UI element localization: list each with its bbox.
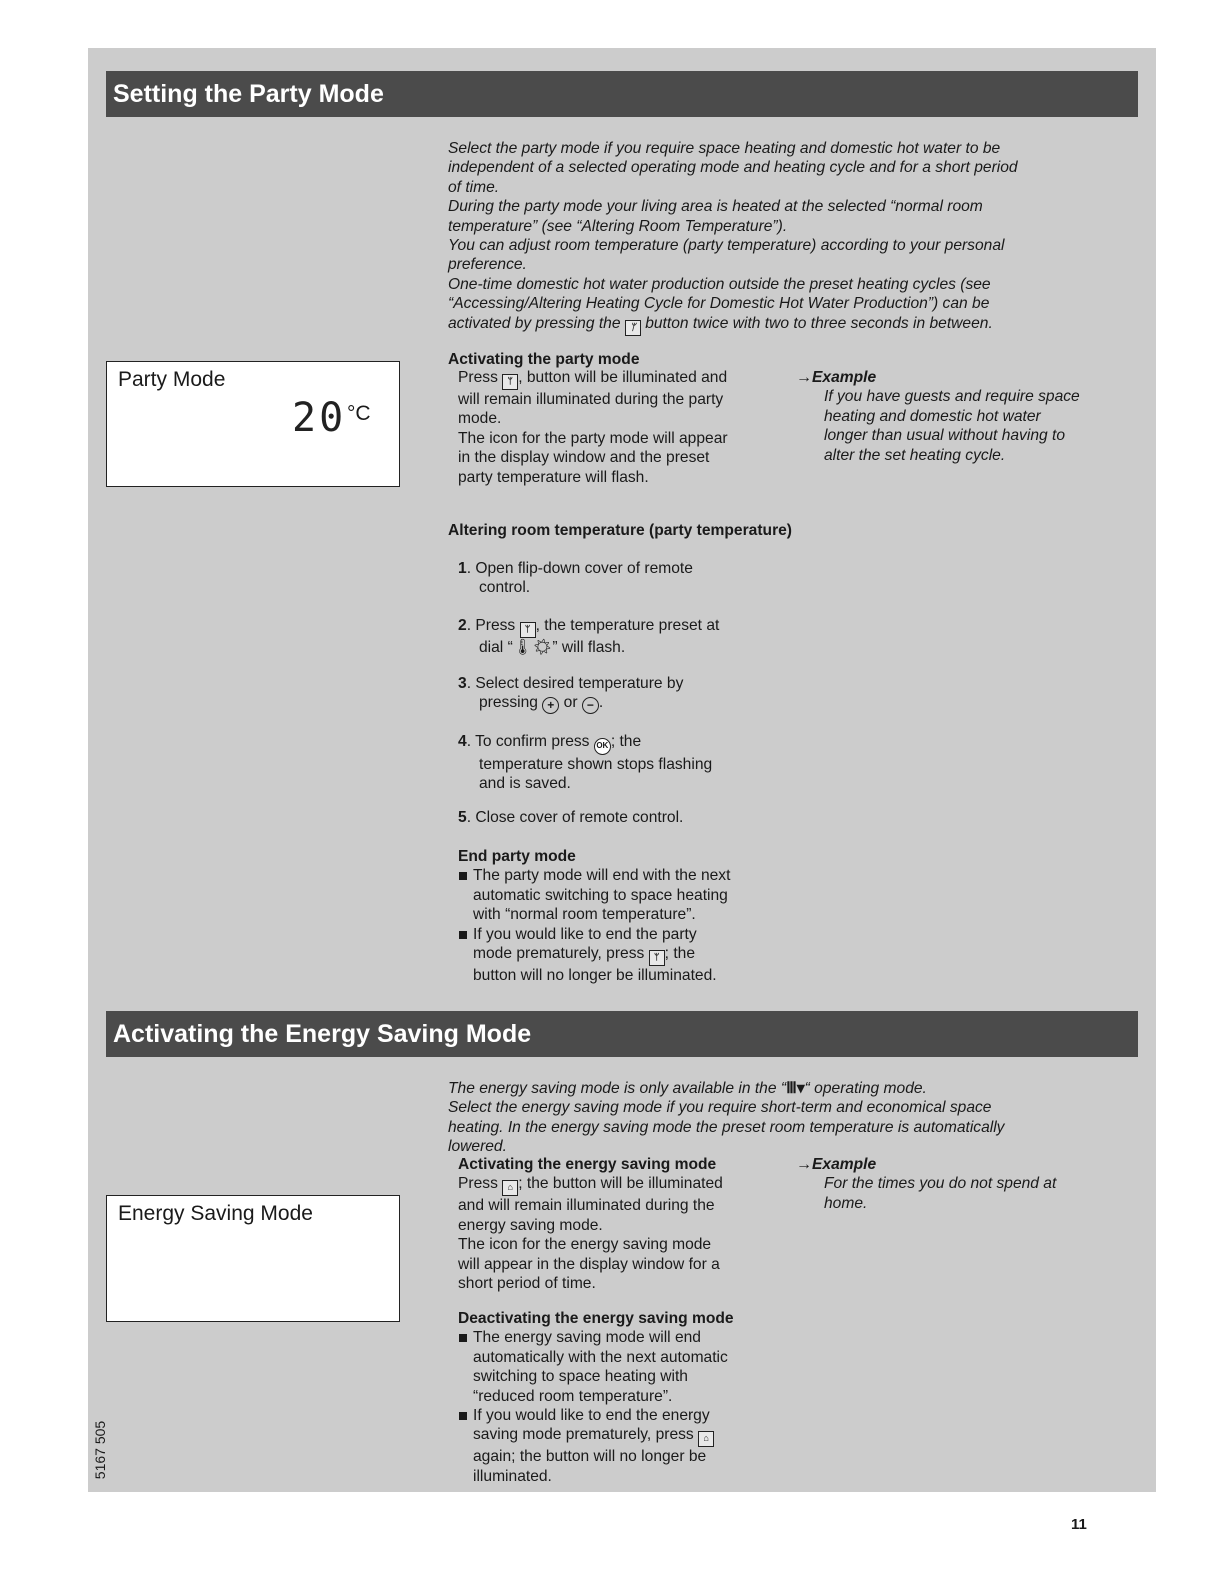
intro-line: “Accessing/Altering Heating Cycle for Domestic Hot Water Production”) can be xyxy=(448,295,990,313)
energy-saving-display xyxy=(106,1195,400,1322)
step-3: 3. Select desired temperature by pressing + or − . xyxy=(458,675,684,713)
document-code: 5167 505 xyxy=(92,1420,108,1480)
display-temperature: 20 xyxy=(292,395,347,441)
list-item: If you would like to end the party mode prematurely, press ᛘ ; the button will no longer be illuminated. xyxy=(458,925,798,986)
arrow-right-icon: → xyxy=(796,1156,812,1173)
party-example: →Example If you have guests and require space heating and domestic hot water longer than usual without having to alter the set heating cycle. xyxy=(796,369,1080,464)
altering-temp-heading: Altering room temperature (party temperature) xyxy=(448,522,792,539)
party-glasses-icon: ᛘ xyxy=(520,622,536,638)
activating-party-heading: Activating the party mode xyxy=(448,351,640,368)
step-1: 1. Open flip-down cover of remote control. xyxy=(458,560,693,597)
intro-line: You can adjust room temperature (party temperature) according to your personal xyxy=(448,237,1005,255)
plus-icon: + xyxy=(542,697,559,714)
step-4: 4. To confirm press OK ; the temperature shown stops flashing and is saved. xyxy=(458,733,713,793)
page-number: 11 xyxy=(1071,1516,1087,1533)
intro-line: preference. xyxy=(448,256,527,274)
display-temp-unit: °C xyxy=(347,402,371,425)
list-item: If you would like to end the energy saving mode prematurely, press ⌂ again; the button will no longer be illuminated. xyxy=(458,1406,798,1486)
display-title: Energy Saving Mode xyxy=(118,1202,313,1225)
ok-icon: OK xyxy=(594,738,611,755)
arrow-right-icon: → xyxy=(796,369,812,386)
minus-icon: − xyxy=(582,697,599,714)
section-heading-party-mode: Setting the Party Mode xyxy=(106,71,1138,117)
intro-line: of time. xyxy=(448,178,500,196)
step-2: 2. Press ᛘ , the temperature preset at dial “🌡☀” will flash. xyxy=(458,617,720,656)
party-glasses-icon: ᛘ xyxy=(502,374,518,390)
party-glasses-icon: ᛘ xyxy=(649,950,665,966)
intro-line: One-time domestic hot water production outside the preset heating cycles (see xyxy=(448,275,991,293)
activating-party-body: Press ᛘ , button will be illuminated and will remain illuminated during the party mode. The icon for the party mode will appear in the display window and the preset party temperature will flash. xyxy=(458,369,728,486)
energy-saving-icon: ⌂ xyxy=(502,1180,518,1196)
deactivating-energy: Deactivating the energy saving mode The energy saving mode will end automatically with the next automatic switching to space heating with “reduced room temperature”. If you would like to end the energy saving mode prematurely, press ⌂ again; the button will no longer be illuminated. xyxy=(458,1309,798,1486)
radiator-tap-icon: Ⅲ▾ xyxy=(786,1080,805,1097)
party-glasses-icon: ᛘ xyxy=(625,320,641,336)
intro-line: temperature” (see “Altering Room Temperature”). xyxy=(448,217,788,235)
intro-line: During the party mode your living area is heated at the selected “normal room xyxy=(448,198,983,216)
party-mode-display xyxy=(106,361,400,487)
step-5: 5. Close cover of remote control. xyxy=(458,809,684,826)
activating-energy-body: Activating the energy saving mode Press ⌂ ; the button will be illuminated and will remain illuminated during the energy saving mode. The icon for the energy saving mode will appear in the display window for a short period of time. xyxy=(458,1156,723,1293)
list-item: The party mode will end with the next automatic switching to space heating with “normal room temperature”. xyxy=(458,866,798,924)
end-party-mode: End party mode The party mode will end with the next automatic switching to space heating with “normal room temperature”. If you would like to end the party mode prematurely, press ᛘ ; the button will no longer be illuminated. xyxy=(458,847,798,985)
energy-example: →Example For the times you do not spend at home. xyxy=(796,1156,1057,1212)
intro-line: activated by pressing the ᛘ button twice with two to three seconds in between. xyxy=(448,314,1138,336)
display-title: Party Mode xyxy=(118,368,226,391)
intro-line: independent of a selected operating mode and heating cycle and for a short period xyxy=(448,159,1018,177)
energy-intro: The energy saving mode is only available in the “Ⅲ▾“ operating mode. Select the energy saving mode if you require short-term and economical space heating. In the energy saving mode the preset room temperature is automatically lowered. xyxy=(448,1080,1005,1156)
section-heading-energy-saving: Activating the Energy Saving Mode xyxy=(106,1011,1138,1057)
party-intro xyxy=(448,139,1138,336)
energy-saving-icon: ⌂ xyxy=(698,1431,714,1447)
list-item: The energy saving mode will end automatically with the next automatic switching to space heating with “reduced room temperature”. xyxy=(458,1328,798,1406)
intro-line: Select the party mode if you require space heating and domestic hot water to be xyxy=(448,140,1001,157)
